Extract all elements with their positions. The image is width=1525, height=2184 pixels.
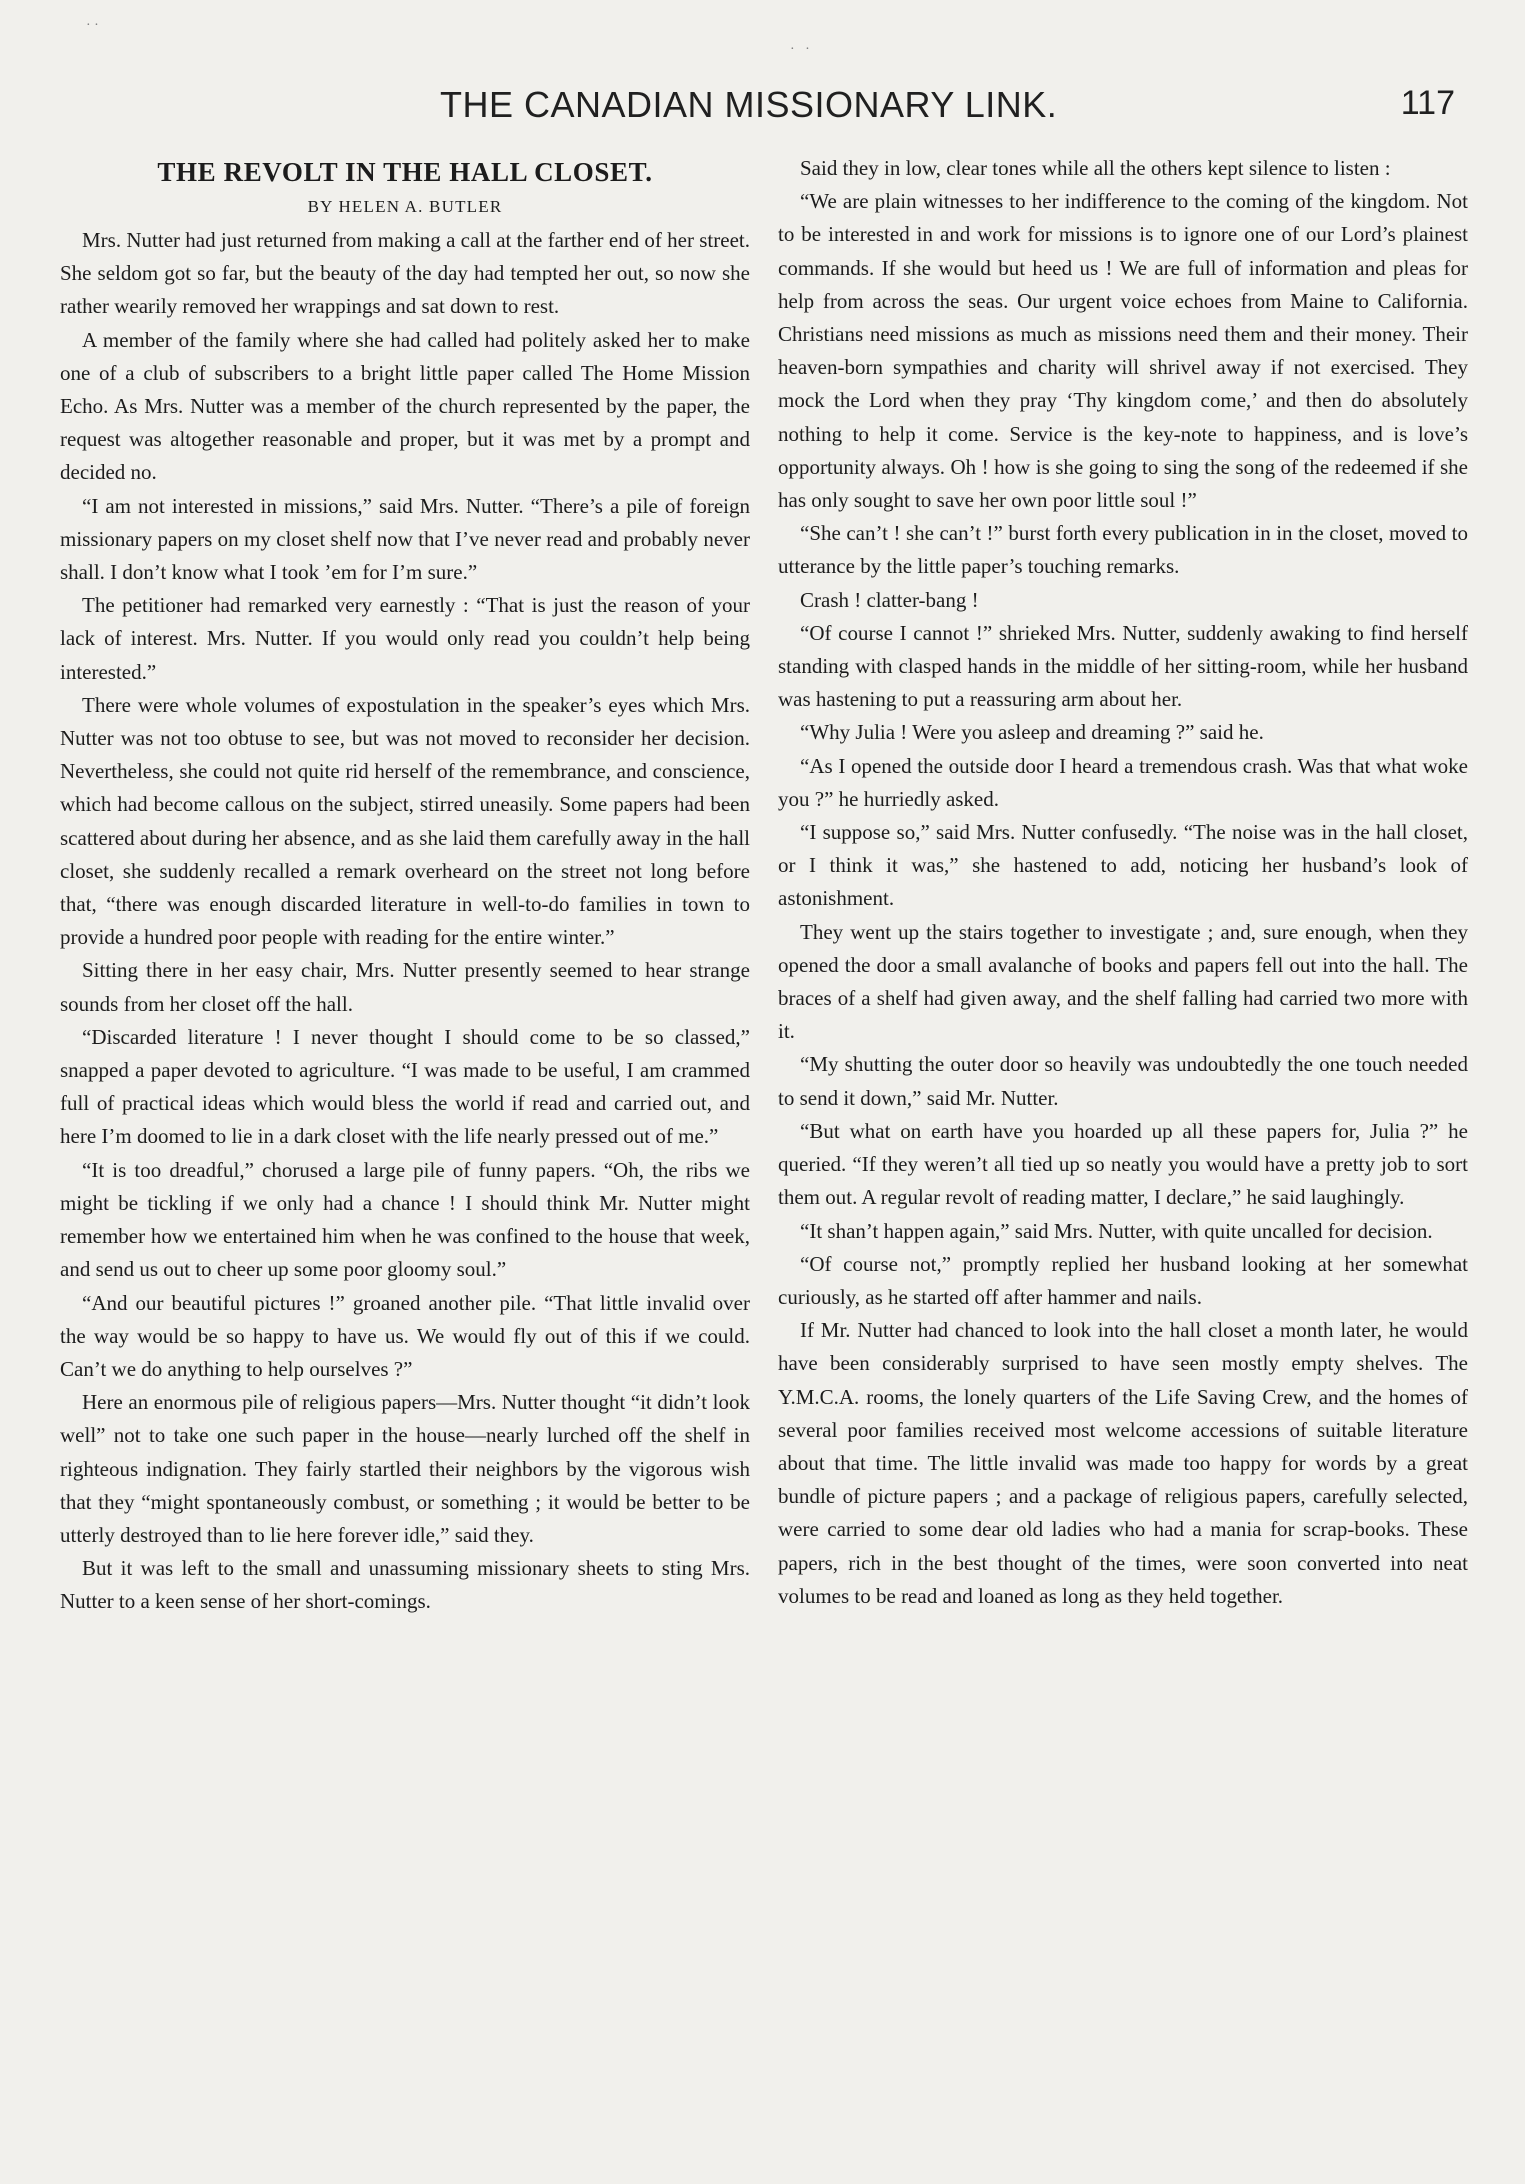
paragraph: “I am not interested in missions,” said Mrs. Nutter. “There’s a pile of foreign missionary papers on my closet shelf now that I’ve never read and probably never shall. I don’t know what I took ’em for I’m sure.” <box>60 493 750 585</box>
paragraph: A member of the family where she had called had politely asked her to make one of a club of subscribers to a bright little paper called The Home Mission Echo. As Mrs. Nutter was a member of the church represented by the paper, the request was altogether reasonable and proper, but it was met by a prompt and decided no. <box>60 327 750 485</box>
right-column <box>778 152 1468 1613</box>
paragraph: “It shan’t happen again,” said Mrs. Nutter, with quite uncalled for decision. <box>800 1218 1433 1243</box>
page-number: 117 <box>1400 84 1455 122</box>
paragraph: “My shutting the outer door so heavily was undoubtedly the one touch needed to send it down,” said Mr. Nutter. <box>778 1052 1468 1110</box>
paragraph: Mrs. Nutter had just returned from making a call at the farther end of her street. She seldom got so far, but the beauty of the day had tempted her out, so now she rather wearily removed her wrappings and sat down to rest. <box>60 228 750 319</box>
paragraph: “It is too dreadful,” chorused a large pile of funny papers. “Oh, the ribs we might be tickling if we only had a chance ! I should think Mr. Nutter might remember how we entertained him when he was confined to the house that week, and send us out to cheer up some poor gloomy soul.” <box>60 1157 750 1282</box>
page-speck: · · <box>790 42 810 57</box>
article-title: THE REVOLT IN THE HALL CLOSET. <box>157 157 653 187</box>
paragraph: “I suppose so,” said Mrs. Nutter confusedly. “The noise was in the hall closet, or I think it was,” she hastened to add, noticing her husband’s look of astonishment. <box>778 820 1468 911</box>
paragraph: “But what on earth have you hoarded up all these papers for, Julia ?” he queried. “If they weren’t all tied up so neatly you would have a pretty job to sort them out. A regular revolt of reading matter, I declare,” he said laughingly. <box>778 1118 1468 1210</box>
paragraph: “She can’t ! she can’t !” burst forth every publication in in the closet, moved to utterance by the little paper’s touching remarks. <box>778 521 1468 579</box>
paragraph: “We are plain witnesses to her indifference to the coming of the kingdom. Not to be interested in and work for missions is to ignore one of our Lord’s plainest commands. If she would but heed us ! We are full of information and pleas for help from across the seas. Our urgent voice echoes from Maine to California. Christians need missions as much as missions need them and their money. Their heaven-born sympathies and charity will shrivel away if not exercised. They mock the Lord when they pray ‘Thy kingdom come,’ and then do absolutely nothing to help it come. Service is the key-note to happiness, and is love’s opportunity always. Oh ! how is she going to sing the song of the redeemed if she has only sought to save her own poor little soul !” <box>778 189 1468 513</box>
masthead: THE CANADIAN MISSIONARY LINK. <box>440 84 1058 125</box>
paragraph: “And our beautiful pictures !” groaned another pile. “That little invalid over the way would be so happy to have us. We would fly out of this if we could. Can’t we do anything to help ourselves ?” <box>60 1290 750 1381</box>
paragraph: They went up the stairs together to investigate ; and, sure enough, when they opened the door a small avalanche of books and papers fell out into the hall. The braces of a shelf had given away, and the shelf falling had carried two more with it. <box>778 919 1468 1044</box>
paragraph: Crash ! clatter-bang ! <box>800 587 979 612</box>
article-byline: BY HELEN A. BUTLER <box>307 197 503 216</box>
paragraph: “Of course not,” promptly replied her husband looking at her somewhat curiously, as he started off after hammer and nails. <box>778 1251 1468 1309</box>
left-column <box>60 152 750 1619</box>
paragraph: “Why Julia ! Were you asleep and dreaming ?” said he. <box>800 720 1264 745</box>
paragraph: If Mr. Nutter had chanced to look into the hall closet a month later, he would have been considerably surprised to have seen mostly empty shelves. The Y.M.C.A. rooms, the lonely quarters of the Life Saving Crew, and the homes of several poor families received most welcome accessions of suitable literature about that time. The little invalid was made too happy for words by a great bundle of picture papers ; and a package of religious papers, carefully selected, were carried to some dear old ladies who had a mania for scrap-books. These papers, rich in the best thought of the times, were soon converted into neat volumes to be read and loaned as long as they held together. <box>778 1318 1468 1608</box>
paragraph: “Discarded literature ! I never thought I should come to be so classed,” snapped a paper devoted to agriculture. “I was made to be useful, I am crammed full of practical ideas which would bless the world if read and carried out, and here I’m doomed to lie in a dark closet with the life nearly pressed out of me.” <box>60 1024 750 1149</box>
page-header <box>0 84 1525 128</box>
paragraph: The petitioner had remarked very earnestly : “That is just the reason of your lack of interest. Mrs. Nutter. If you would only read you couldn’t help being interested.” <box>60 593 750 684</box>
paragraph: “Of course I cannot !” shrieked Mrs. Nutter, suddenly awaking to find herself standing with clasped hands in the middle of her sitting-room, while her husband was hastening to put a reassuring arm about her. <box>778 620 1468 712</box>
page-speck: · · <box>86 18 99 33</box>
paragraph: There were whole volumes of expostulation in the speaker’s eyes which Mrs. Nutter was not too obtuse to see, but was not moved to reconsider her decision. Nevertheless, she could not quite rid herself of the remembrance, and conscience, which had become callous on the subject, stirred uneasily. Some papers had been scattered about during her absence, and as she laid them carefully away in the hall closet, she suddenly recalled a remark overheard on the street not long before that, “there was enough discarded literature in well-to-do families in town to provide a hundred poor people with reading for the entire winter.” <box>60 692 750 950</box>
paragraph: Here an enormous pile of religious papers—Mrs. Nutter thought “it didn’t look well” not to take one such paper in the house—nearly lurched off the shelf in righteous indignation. They fairly startled their neighbors by the vigorous wish that they “might spontaneously combust, or something ; it would be better to be utterly destroyed than to lie here forever idle,” said they. <box>60 1390 750 1547</box>
paragraph: Said they in low, clear tones while all the others kept silence to listen : <box>800 156 1391 180</box>
paragraph: But it was left to the small and unassuming missionary sheets to sting Mrs. Nutter to a keen sense of her short-comings. <box>60 1556 750 1614</box>
paragraph: Sitting there in her easy chair, Mrs. Nutter presently seemed to hear strange sounds from her closet off the hall. <box>60 958 750 1016</box>
paragraph: “As I opened the outside door I heard a tremendous crash. Was that what woke you ?” he hurriedly asked. <box>778 753 1468 811</box>
